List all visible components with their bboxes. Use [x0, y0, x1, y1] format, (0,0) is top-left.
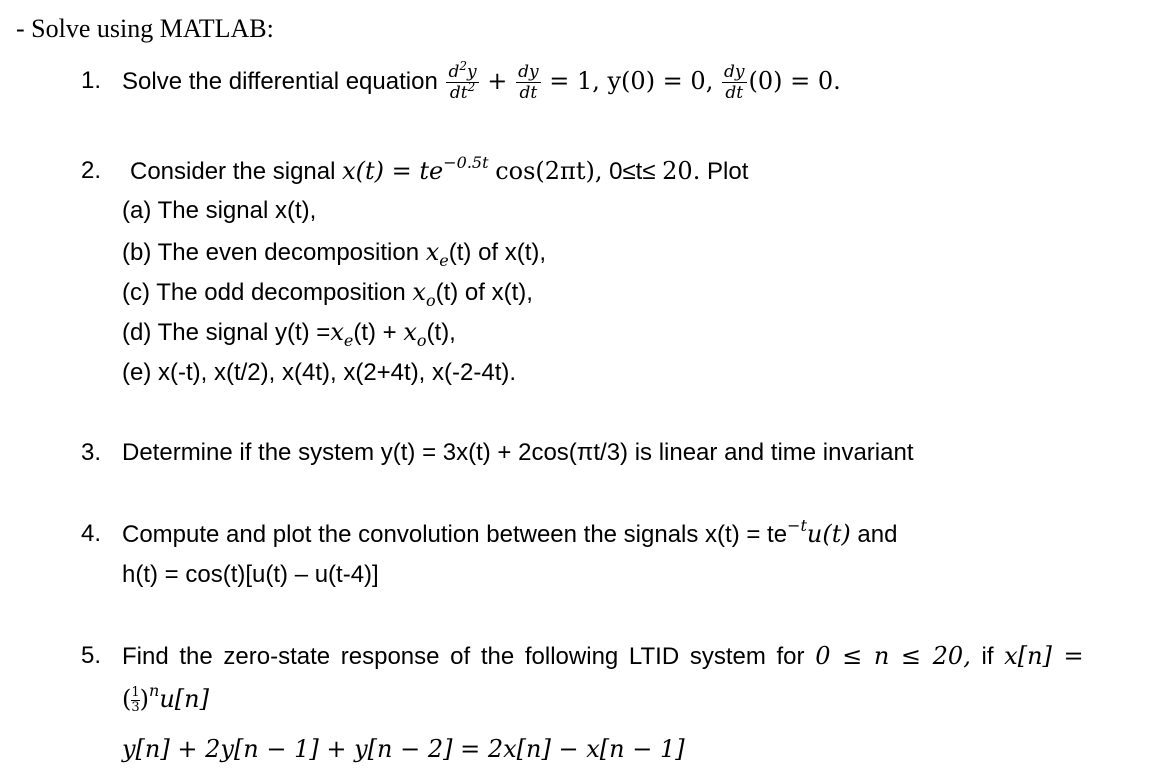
- q2-c-post: (t) of x(t),: [435, 279, 533, 306]
- q5-text: Find the zero-state response of the following LTID system for: [122, 643, 805, 670]
- q4-exp: −t: [787, 516, 807, 535]
- q2-signal-exp: −0.5t: [443, 153, 489, 172]
- q1-line: Solve the differential equation $\frac{d^2y}{dt^2}$ + $\frac{dy}{dt}$ = 1, y(0) = 0, $\frac{dy}{dt}$ (0) = 0.: [122, 58, 841, 104]
- q2-b: (b) The even decomposition $x_e(t)$ of x(t),: [122, 238, 547, 270]
- q2-d-post: (t),: [426, 319, 456, 346]
- q4-text: Compute and plot the convolution between the signals x(t) = te: [122, 521, 788, 548]
- q1-eq-tail: = 1, y(0) = 0,: [549, 67, 714, 95]
- q5-if: if: [981, 643, 994, 670]
- q2-d-mid: (t) +: [353, 319, 397, 346]
- q2-range: 0≤t≤: [609, 158, 656, 185]
- q2-c-text: (c) The odd decomposition: [122, 279, 406, 306]
- q3-text: Determine if the system y(t) = 3x(t) + 2cos(πt/3) is linear and time invariant: [122, 439, 914, 466]
- q2-b-text: (b) The even decomposition: [122, 239, 420, 266]
- q2-d: (d) The signal $y(t) =x_e(t) + x_o(t)$,: [122, 318, 456, 350]
- q2-d-text: (d) The signal y(t) =: [122, 319, 331, 346]
- q1-number: 1.: [81, 67, 102, 94]
- q2-signal: x(t) = te: [342, 157, 444, 185]
- q1-dy-dt-2: $\frac{dy}{dt}$: [724, 62, 745, 104]
- q2-c: (c) The odd decomposition $x_o(t)$ of x(t),: [122, 278, 533, 310]
- q5-number: 5.: [81, 642, 102, 669]
- q1-dy-dt: $\frac{dy}{dt}$: [518, 62, 539, 104]
- q1-text: Solve the differential equation: [122, 68, 438, 95]
- q2-line: [130, 153, 749, 187]
- q5-line: [122, 641, 1084, 672]
- q4-line: [122, 516, 898, 550]
- q2-b-post: (t) of x(t),: [448, 239, 547, 266]
- q4-and: and: [857, 521, 898, 548]
- q5-un: u[n]: [159, 685, 209, 713]
- q2-a: (a) The signal x(t),: [122, 197, 317, 224]
- q4-u: u(t): [806, 520, 851, 548]
- q5-input: ( $\frac{1}{3}$ )$^n$u[n]: [122, 681, 209, 716]
- q1-eq-end: (0) = 0.: [748, 67, 841, 95]
- q5-frac: $\frac{1}{3}$: [131, 685, 140, 716]
- q2-text: Consider the signal: [130, 158, 336, 185]
- q1-d2y-dt2: $\frac{d^2y}{dt^2}$: [448, 58, 477, 104]
- q2-signal-cos: cos(2πt),: [495, 157, 603, 185]
- q2-e: (e) x(-t), x(t/2), x(4t), x(2+4t), x(-2-4t).: [122, 359, 517, 386]
- q2-number: 2.: [81, 157, 102, 184]
- q4-number: 4.: [81, 520, 102, 547]
- q2-plot: Plot: [707, 158, 749, 185]
- q4-line2: h(t) = cos(t)[u(t) – u(t-4)]: [122, 561, 379, 588]
- heading: - Solve using MATLAB:: [16, 14, 274, 43]
- q3-number: 3.: [81, 439, 102, 466]
- q2-range-end: 20.: [662, 157, 701, 185]
- q5-cond: 0 ≤ n ≤ 20,: [815, 642, 971, 670]
- q5-xn: x[n] =: [1004, 642, 1084, 670]
- q5-equation: y[n] + 2y[n − 1] + y[n − 2] = 2x[n] − x[n − 1]: [122, 735, 685, 763]
